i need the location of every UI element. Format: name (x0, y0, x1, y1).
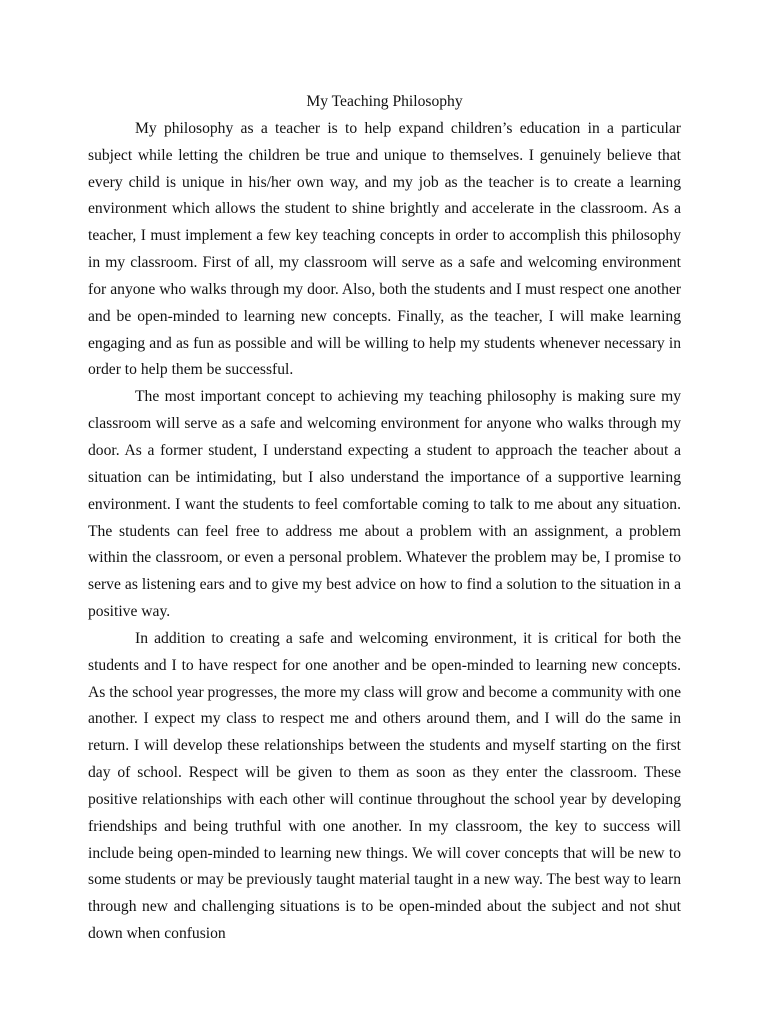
paragraph-2: The most important concept to achieving my teaching philosophy is making sure my classroom will serve as a safe and welcoming environment for anyone who walks through my door. As a former student, I understand expecting a student to approach the teacher about a situation can be intimidating, but I also understand the importance of a supportive learning environment. I want the students to feel comfortable coming to talk to me about any situation. The students can feel free to address me about a problem with an assignment, a problem within the classroom, or even a personal problem. Whatever the problem may be, I promise to serve as listening ears and to give my best advice on how to find a solution to the situation in a positive way. (88, 388, 681, 621)
document-title: My Teaching Philosophy (306, 93, 463, 110)
paragraph-3: In addition to creating a safe and welcoming environment, it is critical for both the students and I to have respect for one another and be open-minded to learning new concepts. As the school year progresses, the more my class will grow and become a community with one another. I expect my class to respect me and others around them, and I will do the same in return. I will develop these relationships between the students and myself starting on the first day of school. Respect will be given to them as soon as they enter the classroom. These positive relationships with each other will continue throughout the school year by developing friendships and being truthful with one another. In my classroom, the key to success will include being open-minded to learning new things. We will cover concepts that will be new to some students or may be previously taught material taught in a new way. The best way to learn through new and challenging situations is to be open-minded about the subject and not shut down when confusion (88, 629, 681, 943)
document-body (88, 89, 681, 948)
paragraph-1: My philosophy as a teacher is to help expand children’s education in a particular subject while letting the children be true and unique to themselves. I genuinely believe that every child is unique in his/her own way, and my job as the teacher is to create a learning environment which allows the student to shine brightly and accelerate in the classroom. As a teacher, I must implement a few key teaching concepts in order to accomplish this philosophy in my classroom. First of all, my classroom will serve as a safe and welcoming environment for anyone who walks through my door. Also, both the students and I must respect one another and be open-minded to learning new concepts. Finally, as the teacher, I will make learning engaging and as fun as possible and will be willing to help my students whenever necessary in order to help them be successful. (88, 119, 681, 379)
